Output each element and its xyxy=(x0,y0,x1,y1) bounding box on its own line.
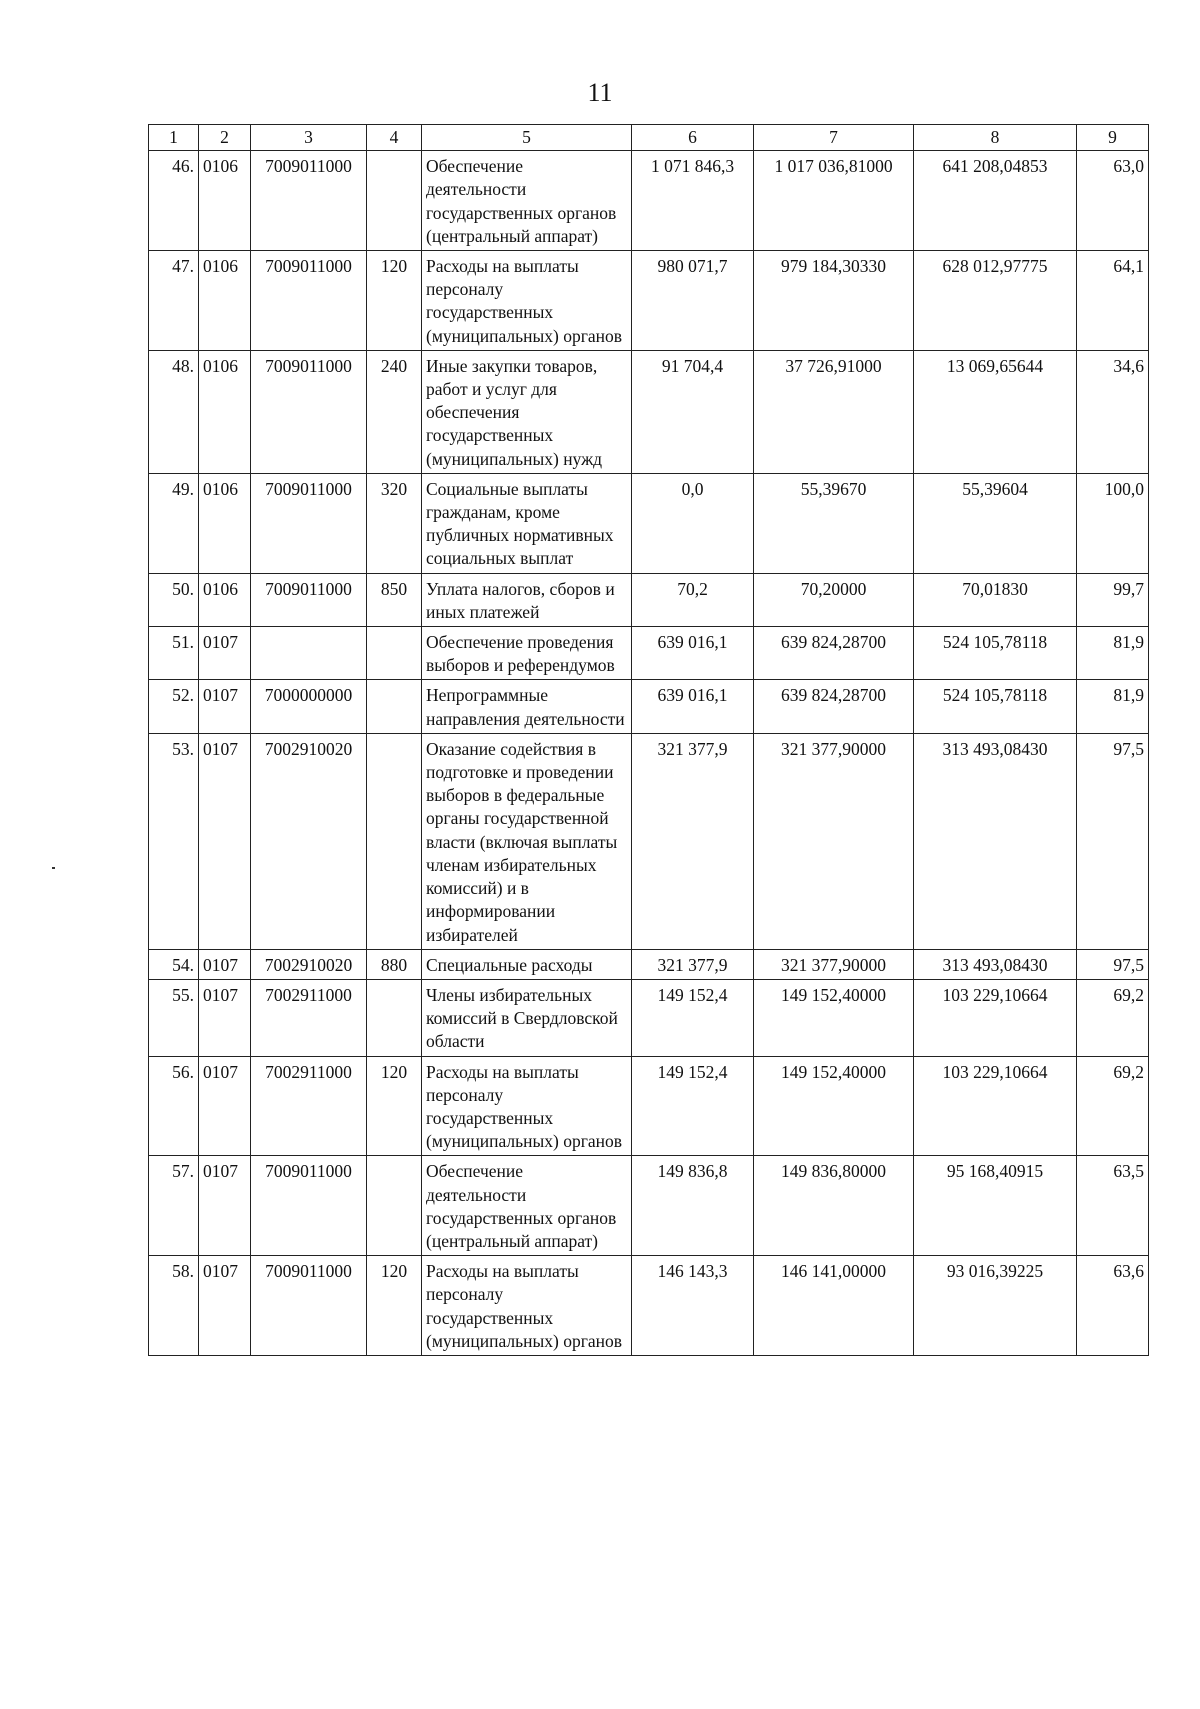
expense-type xyxy=(367,627,422,680)
row-number: 52. xyxy=(149,680,199,733)
table-row xyxy=(149,680,1149,733)
value-col8: 524 105,78118 xyxy=(914,680,1077,733)
value-col8: 55,39604 xyxy=(914,473,1077,573)
expense-name: Оказание содействия в подготовке и проведении выборов в федеральные органы государственной власти (включая выплаты членам избирательных комиссий) и в информировании избирателей xyxy=(422,733,632,949)
value-col8: 313 493,08430 xyxy=(914,733,1077,949)
value-col9: 81,9 xyxy=(1077,627,1149,680)
expense-type: 880 xyxy=(367,949,422,979)
value-col9: 97,5 xyxy=(1077,949,1149,979)
value-col6: 0,0 xyxy=(632,473,754,573)
value-col7: 149 152,40000 xyxy=(754,1056,914,1156)
section-code: 0106 xyxy=(199,251,251,351)
header-cell: 1 xyxy=(149,125,199,151)
expense-type xyxy=(367,1156,422,1256)
section-code: 0106 xyxy=(199,573,251,626)
header-cell: 6 xyxy=(632,125,754,151)
value-col9: 69,2 xyxy=(1077,1056,1149,1156)
table-row xyxy=(149,473,1149,573)
header-cell: 3 xyxy=(251,125,367,151)
expense-type: 320 xyxy=(367,473,422,573)
table-row xyxy=(149,979,1149,1056)
table-row xyxy=(149,733,1149,949)
row-number: 55. xyxy=(149,979,199,1056)
table-row xyxy=(149,350,1149,473)
header-cell: 7 xyxy=(754,125,914,151)
section-code: 0107 xyxy=(199,1056,251,1156)
row-number: 53. xyxy=(149,733,199,949)
expense-type xyxy=(367,979,422,1056)
value-col6: 639 016,1 xyxy=(632,627,754,680)
value-col9: 63,5 xyxy=(1077,1156,1149,1256)
expense-name: Обеспечение проведения выборов и референдумов xyxy=(422,627,632,680)
row-number: 54. xyxy=(149,949,199,979)
target-code: 7002911000 xyxy=(251,979,367,1056)
target-code: 7009011000 xyxy=(251,251,367,351)
value-col7: 149 152,40000 xyxy=(754,979,914,1056)
row-number: 49. xyxy=(149,473,199,573)
value-col7: 55,39670 xyxy=(754,473,914,573)
value-col7: 149 836,80000 xyxy=(754,1156,914,1256)
table-row xyxy=(149,1256,1149,1356)
target-code: 7009011000 xyxy=(251,473,367,573)
row-number: 57. xyxy=(149,1156,199,1256)
value-col7: 979 184,30330 xyxy=(754,251,914,351)
budget-table xyxy=(148,124,1149,1356)
value-col8: 95 168,40915 xyxy=(914,1156,1077,1256)
header-row xyxy=(149,125,1149,151)
value-col9: 69,2 xyxy=(1077,979,1149,1056)
section-code: 0107 xyxy=(199,1256,251,1356)
expense-name: Иные закупки товаров, работ и услуг для обеспечения государственных (муниципальных) нужд xyxy=(422,350,632,473)
header-cell: 8 xyxy=(914,125,1077,151)
section-code: 0107 xyxy=(199,1156,251,1256)
table-row xyxy=(149,1156,1149,1256)
expense-name: Социальные выплаты гражданам, кроме публичных нормативных социальных выплат xyxy=(422,473,632,573)
value-col7: 70,20000 xyxy=(754,573,914,626)
value-col8: 524 105,78118 xyxy=(914,627,1077,680)
value-col7: 37 726,91000 xyxy=(754,350,914,473)
scan-speck xyxy=(52,867,55,869)
value-col6: 1 071 846,3 xyxy=(632,151,754,251)
value-col7: 146 141,00000 xyxy=(754,1256,914,1356)
value-col6: 149 152,4 xyxy=(632,979,754,1056)
section-code: 0107 xyxy=(199,627,251,680)
value-col9: 64,1 xyxy=(1077,251,1149,351)
value-col6: 321 377,9 xyxy=(632,733,754,949)
expense-name: Обеспечение деятельности государственных органов (центральный аппарат) xyxy=(422,151,632,251)
expense-name: Специальные расходы xyxy=(422,949,632,979)
target-code: 7002910020 xyxy=(251,733,367,949)
table-row xyxy=(149,573,1149,626)
target-code: 7000000000 xyxy=(251,680,367,733)
row-number: 58. xyxy=(149,1256,199,1356)
value-col7: 1 017 036,81000 xyxy=(754,151,914,251)
value-col6: 146 143,3 xyxy=(632,1256,754,1356)
expense-type xyxy=(367,733,422,949)
value-col8: 103 229,10664 xyxy=(914,979,1077,1056)
value-col7: 321 377,90000 xyxy=(754,949,914,979)
section-code: 0107 xyxy=(199,949,251,979)
expense-name: Расходы на выплаты персоналу государственных (муниципальных) органов xyxy=(422,1056,632,1156)
row-number: 48. xyxy=(149,350,199,473)
expense-name: Члены избирательных комиссий в Свердловской области xyxy=(422,979,632,1056)
value-col9: 81,9 xyxy=(1077,680,1149,733)
header-cell: 2 xyxy=(199,125,251,151)
target-code: 7009011000 xyxy=(251,1156,367,1256)
value-col7: 321 377,90000 xyxy=(754,733,914,949)
target-code xyxy=(251,627,367,680)
header-cell: 5 xyxy=(422,125,632,151)
value-col6: 149 836,8 xyxy=(632,1156,754,1256)
target-code: 7009011000 xyxy=(251,1256,367,1356)
page-number: 11 xyxy=(587,78,613,107)
value-col6: 149 152,4 xyxy=(632,1056,754,1156)
value-col7: 639 824,28700 xyxy=(754,627,914,680)
expense-name: Расходы на выплаты персоналу государственных (муниципальных) органов xyxy=(422,251,632,351)
expense-type xyxy=(367,680,422,733)
value-col6: 639 016,1 xyxy=(632,680,754,733)
expense-name: Обеспечение деятельности государственных органов (центральный аппарат) xyxy=(422,1156,632,1256)
value-col9: 63,6 xyxy=(1077,1256,1149,1356)
value-col6: 321 377,9 xyxy=(632,949,754,979)
section-code: 0106 xyxy=(199,473,251,573)
target-code: 7009011000 xyxy=(251,151,367,251)
row-number: 56. xyxy=(149,1056,199,1156)
value-col8: 641 208,04853 xyxy=(914,151,1077,251)
row-number: 47. xyxy=(149,251,199,351)
row-number: 50. xyxy=(149,573,199,626)
value-col6: 91 704,4 xyxy=(632,350,754,473)
table-row xyxy=(149,251,1149,351)
value-col9: 100,0 xyxy=(1077,473,1149,573)
value-col8: 93 016,39225 xyxy=(914,1256,1077,1356)
value-col8: 313 493,08430 xyxy=(914,949,1077,979)
section-code: 0107 xyxy=(199,979,251,1056)
table-row xyxy=(149,151,1149,251)
expense-type: 120 xyxy=(367,251,422,351)
target-code: 7002911000 xyxy=(251,1056,367,1156)
table-row xyxy=(149,1056,1149,1156)
expense-name: Расходы на выплаты персоналу государственных (муниципальных) органов xyxy=(422,1256,632,1356)
row-number: 46. xyxy=(149,151,199,251)
expense-type xyxy=(367,151,422,251)
section-code: 0106 xyxy=(199,350,251,473)
value-col8: 13 069,65644 xyxy=(914,350,1077,473)
row-number: 51. xyxy=(149,627,199,680)
target-code: 7002910020 xyxy=(251,949,367,979)
section-code: 0106 xyxy=(199,151,251,251)
value-col7: 639 824,28700 xyxy=(754,680,914,733)
value-col6: 980 071,7 xyxy=(632,251,754,351)
header-cell: 4 xyxy=(367,125,422,151)
expense-type: 120 xyxy=(367,1256,422,1356)
value-col8: 70,01830 xyxy=(914,573,1077,626)
value-col6: 70,2 xyxy=(632,573,754,626)
value-col9: 99,7 xyxy=(1077,573,1149,626)
expense-type: 120 xyxy=(367,1056,422,1156)
value-col8: 628 012,97775 xyxy=(914,251,1077,351)
section-code: 0107 xyxy=(199,680,251,733)
value-col9: 63,0 xyxy=(1077,151,1149,251)
table-row xyxy=(149,627,1149,680)
section-code: 0107 xyxy=(199,733,251,949)
table-row xyxy=(149,949,1149,979)
expense-type: 240 xyxy=(367,350,422,473)
header-cell: 9 xyxy=(1077,125,1149,151)
value-col9: 34,6 xyxy=(1077,350,1149,473)
value-col9: 97,5 xyxy=(1077,733,1149,949)
expense-name: Уплата налогов, сборов и иных платежей xyxy=(422,573,632,626)
expense-type: 850 xyxy=(367,573,422,626)
value-col8: 103 229,10664 xyxy=(914,1056,1077,1156)
expense-name: Непрограммные направления деятельности xyxy=(422,680,632,733)
target-code: 7009011000 xyxy=(251,350,367,473)
target-code: 7009011000 xyxy=(251,573,367,626)
